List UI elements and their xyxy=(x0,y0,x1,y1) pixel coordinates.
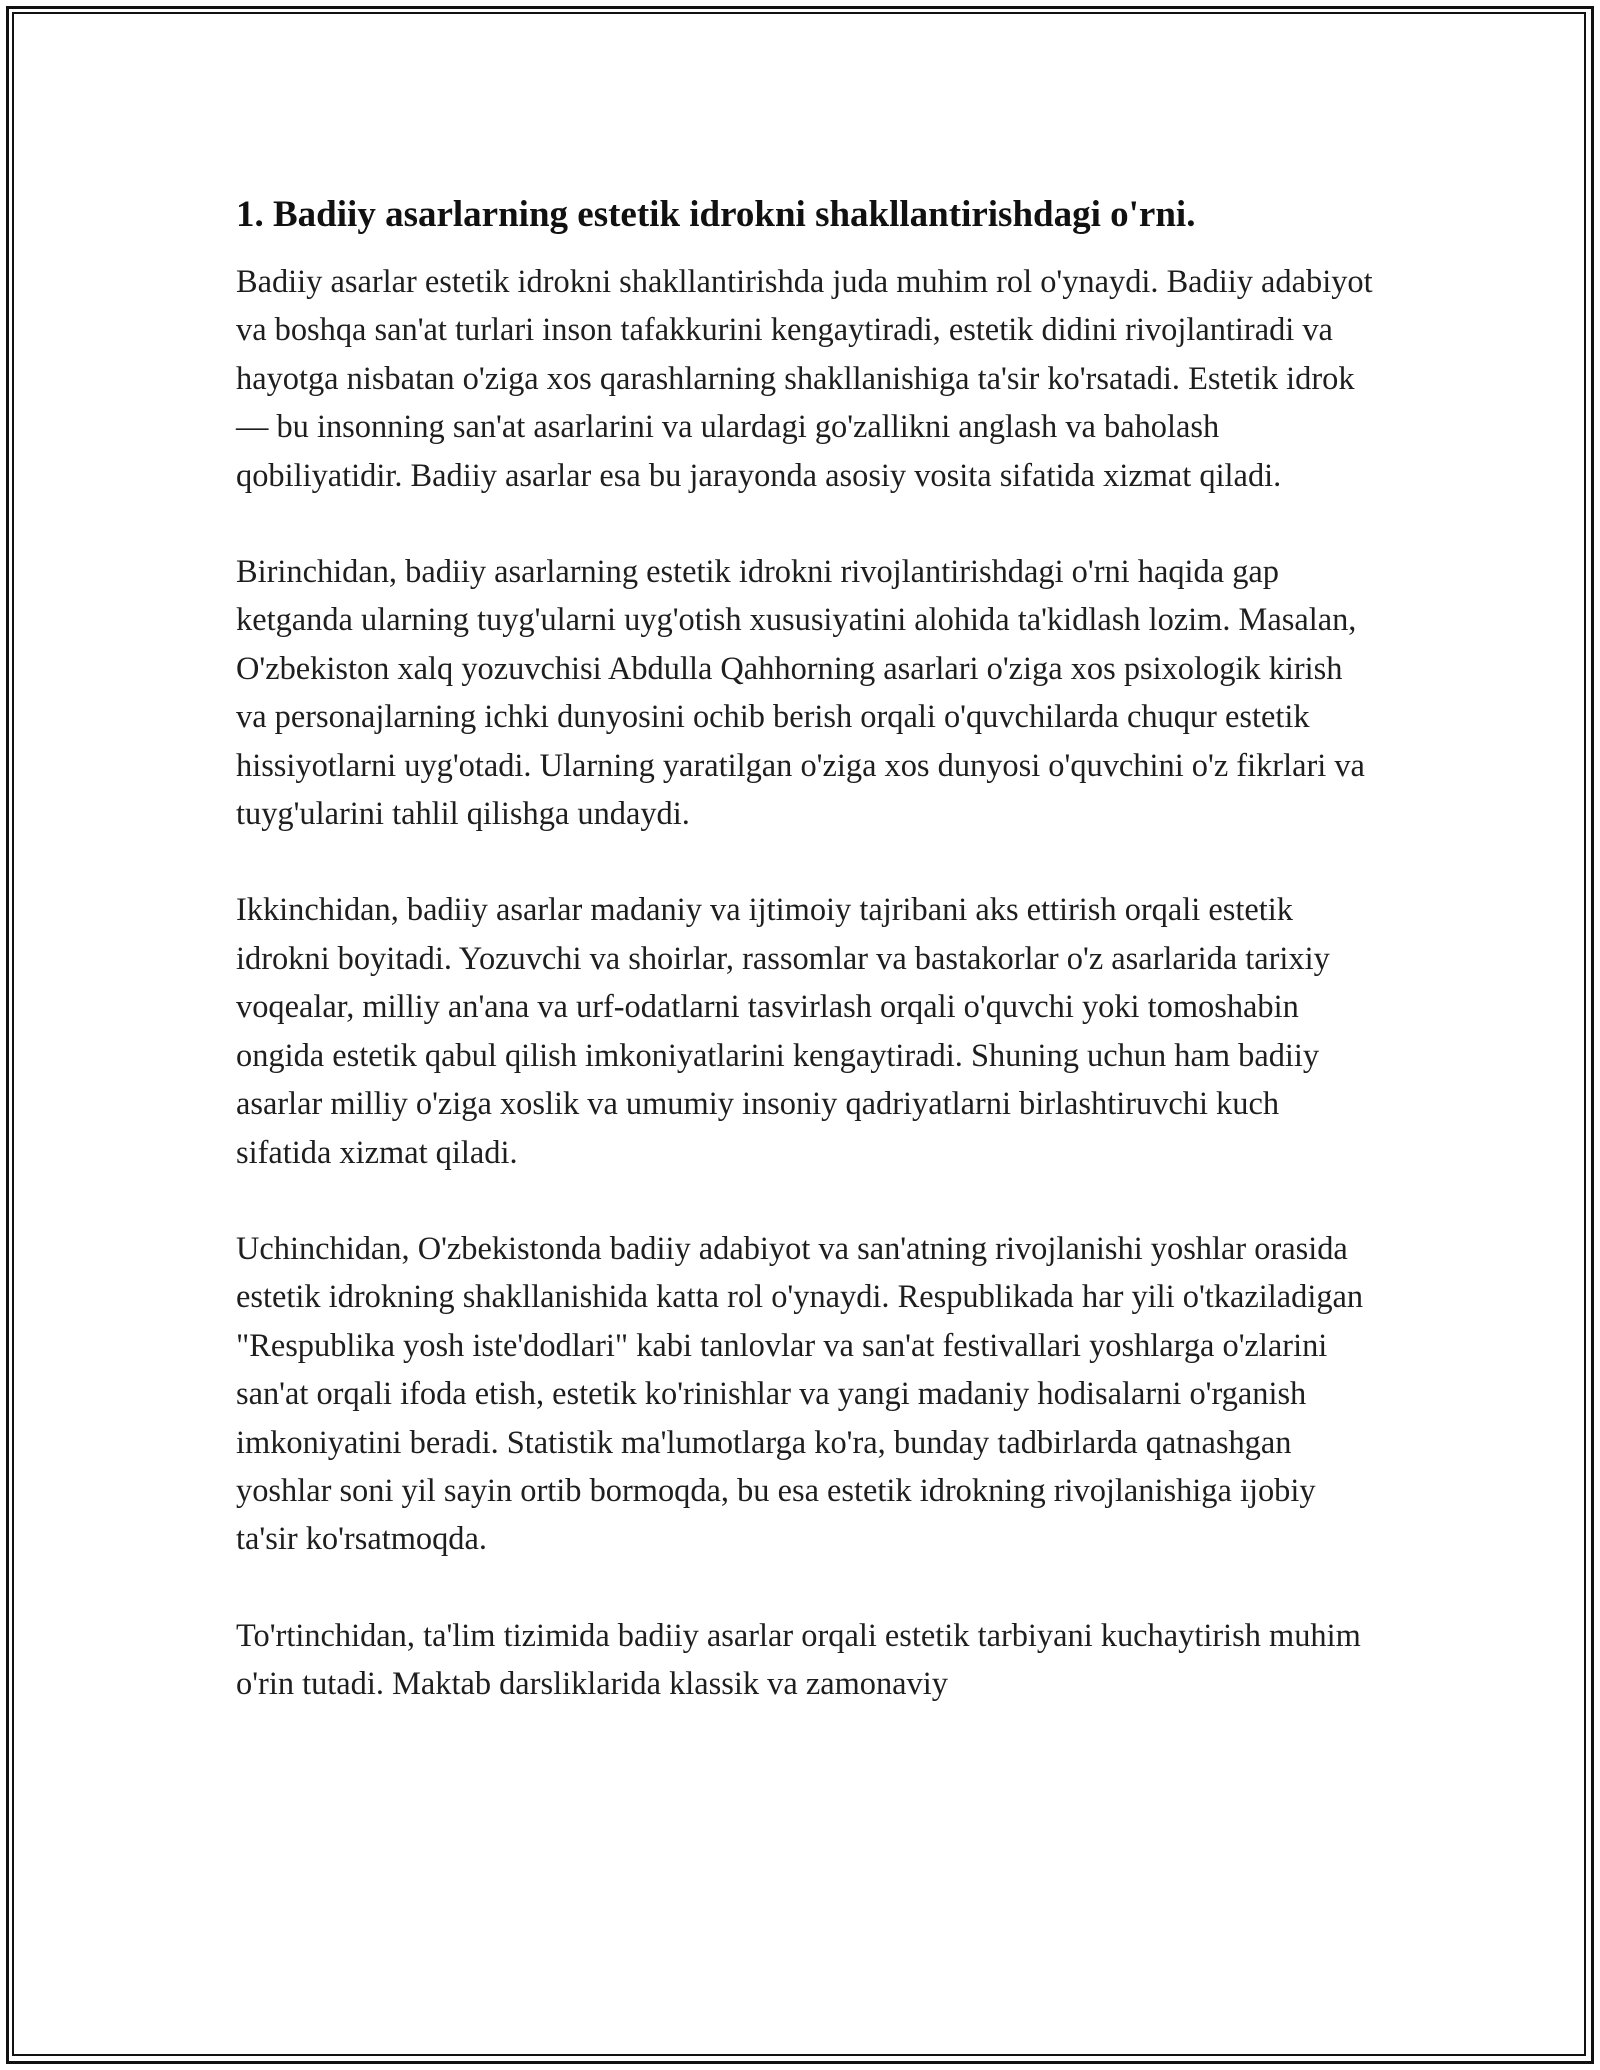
section-heading: 1. Badiiy asarlarning estetik idrokni shakllantirishdagi o'rni. xyxy=(236,194,1196,235)
paragraph-fourth: To'rtinchidan, ta'lim tizimida badiiy asarlar orqali estetik tarbiyani kuchaytirish muhim o'rin tutadi. Maktab darsliklarida klassik va zamonaviy xyxy=(236,1617,1361,1703)
paragraph-intro: Badiiy asarlar estetik idrokni shakllantirishda juda muhim rol o'ynaydi. Badiiy adabiyot va boshqa san'at turlari inson tafakkurini kengaytiradi, estetik didini rivojlantiradi va hayotga nisbatan o'ziga xos qarashlarning shakllanishiga ta'sir ko'rsatadi. Estetik idrok — bu insonning san'at asarlarini va ulardagi go'zallikni anglash va baholash qobiliyatidir. Badiiy asarlar esa bu jarayonda asosiy vosita sifatida xizmat qiladi. xyxy=(236,264,1373,494)
paragraph-first: Birinchidan, badiiy asarlarning estetik idrokni rivojlantirishdagi o'rni haqida gap ketganda ularning tuyg'ularni uyg'otish xususiyatini alohida ta'kidlash lozim. Masalan, O'zbekiston xalq yozuvchisi Abdulla Qahhorning asarlari o'ziga xos psixologik kirish va personajlarning ichki dunyosini ochib berish orqali o'quvchilarda chuqur estetik hissiyotlarni uyg'otadi. Ularning yaratilgan o'ziga xos dunyosi o'quvchini o'z fikrlari va tuyg'ularini tahlil qilishga undaydi. xyxy=(236,554,1365,833)
paragraph-third: Uchinchidan, O'zbekistonda badiiy adabiyot va san'atning rivojlanishi yoshlar orasida estetik idrokning shakllanishida katta rol o'ynaydi. Respublikada har yili o'tkaziladigan "Respublika yosh iste'dodlari" kabi tanlovlar va san'at festivallari yoshlarga o'zlarini san'at orqali ifoda etish, estetik ko'rinishlar va yangi madaniy hodisalarni o'rganish imkoniyatini beradi. Statistik ma'lumotlarga ko'ra, bunday tadbirlarda qatnashgan yoshlar soni yil sayin ortib bormoqda, bu esa estetik idrokning rivojlanishiga ijobiy ta'sir ko'rsatmoqda. xyxy=(236,1230,1364,1558)
document-body xyxy=(236,186,1376,1709)
paragraph-second: Ikkinchidan, badiiy asarlar madaniy va ijtimoiy tajribani aks ettirish orqali estetik idrokni boyitadi. Yozuvchi va shoirlar, rassomlar va bastakorlar o'z asarlarida tarixiy voqealar, milliy an'ana va urf-odatlarni tasvirlash orqali o'quvchi yoki tomoshabin ongida estetik qabul qilish imkoniyatlarini kengaytiradi. Shuning uchun ham badiiy asarlar milliy o'ziga xoslik va umumiy insoniy qadriyatlarni birlashtiruvchi kuch sifatida xizmat qiladi. xyxy=(236,892,1330,1171)
